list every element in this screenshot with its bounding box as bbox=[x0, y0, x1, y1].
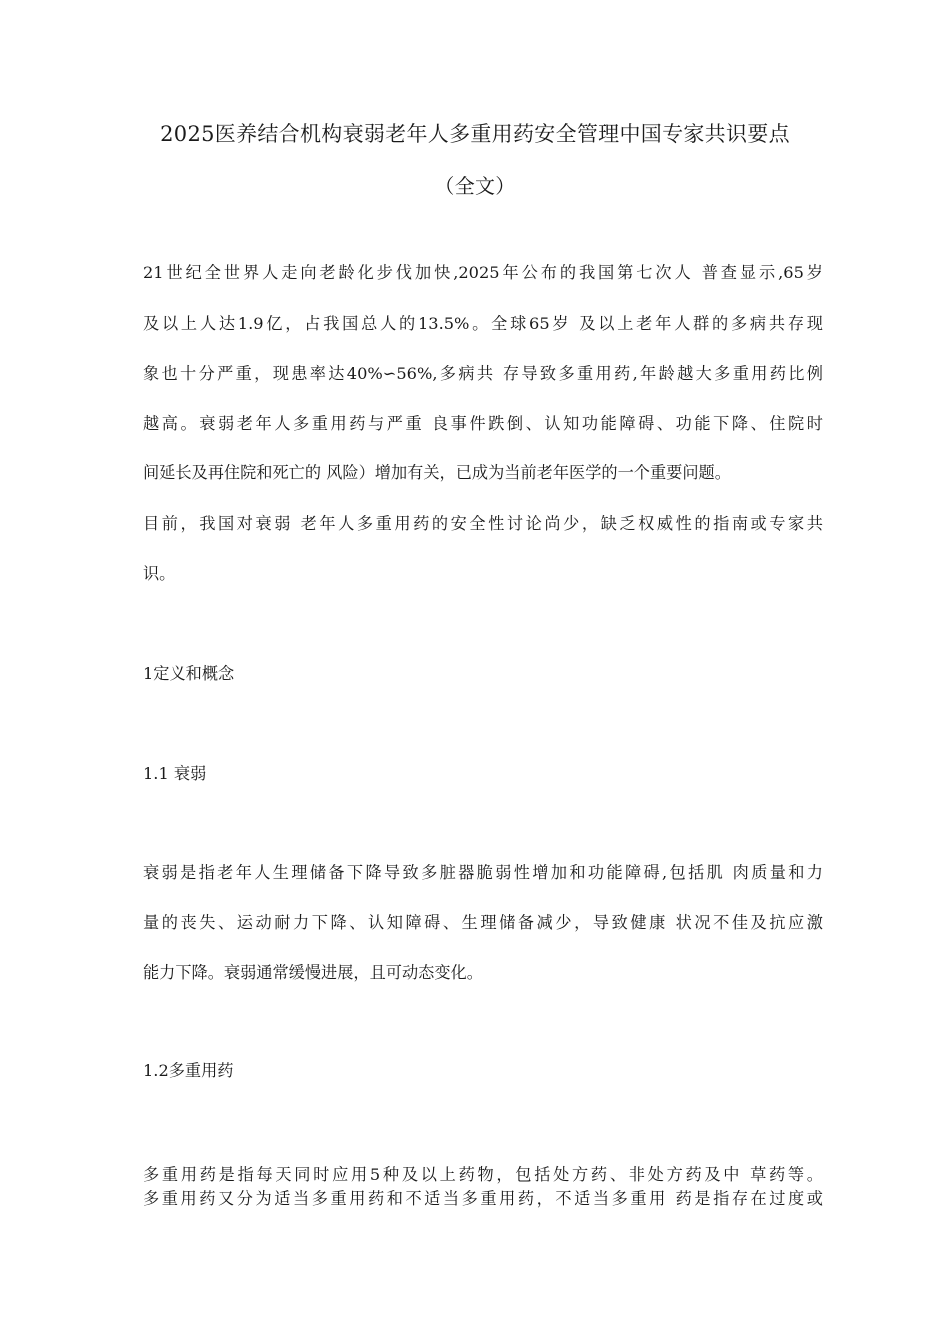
subsection-heading: 1.1 衰弱 bbox=[143, 764, 207, 783]
polypharmacy-line: 多重用药又分为适当多重用药和不适当多重用药，不适当多重用 药是指存在过度或 bbox=[143, 1189, 823, 1208]
intro-line: 目前，我国对衰弱 老年人多重用药的安全性讨论尚少，缺乏权威性的指南或专家共 bbox=[143, 514, 823, 533]
polypharmacy-line: 多重用药是指每天同时应用5种及以上药物，包括处方药、非处方药及中 草药等。 bbox=[143, 1165, 823, 1184]
section-heading: 1定义和概念 bbox=[143, 664, 235, 683]
frailty-line: 能力下降。衰弱通常缓慢进展，且可动态变化。 bbox=[143, 963, 483, 982]
intro-line: 21世纪全世界人走向老龄化步伐加快,2025年公布的我国第七次人 普查显示,65岁 bbox=[143, 263, 823, 282]
document-title: 2025医养结合机构衰弱老年人多重用药安全管理中国专家共识要点 bbox=[160, 122, 790, 146]
frailty-line: 量的丧失、运动耐力下降、认知障碍、生理储备减少，导致健康 状况不佳及抗应激 bbox=[143, 913, 823, 932]
document-subtitle: （全文） bbox=[434, 174, 516, 198]
intro-line: 间延长及再住院和死亡的 风险）增加有关，已成为当前老年医学的一个重要问题。 bbox=[143, 463, 731, 482]
subsection-heading: 1.2多重用药 bbox=[143, 1061, 234, 1080]
intro-line: 越高。衰弱老年人多重用药与严重 良事件跌倒、认知功能障碍、功能下降、住院时 bbox=[143, 414, 823, 433]
intro-line: 象也十分严重，现患率达40%∽56%,多病共 存导致多重用药,年龄越大多重用药比例 bbox=[143, 364, 823, 383]
intro-line: 识。 bbox=[143, 564, 176, 583]
frailty-line: 衰弱是指老年人生理储备下降导致多脏器脆弱性增加和功能障碍,包括肌 肉质量和力 bbox=[143, 863, 823, 882]
intro-line: 及以上人达1.9亿，占我国总人的13.5%。全球65岁 及以上老年人群的多病共存现 bbox=[143, 314, 823, 333]
